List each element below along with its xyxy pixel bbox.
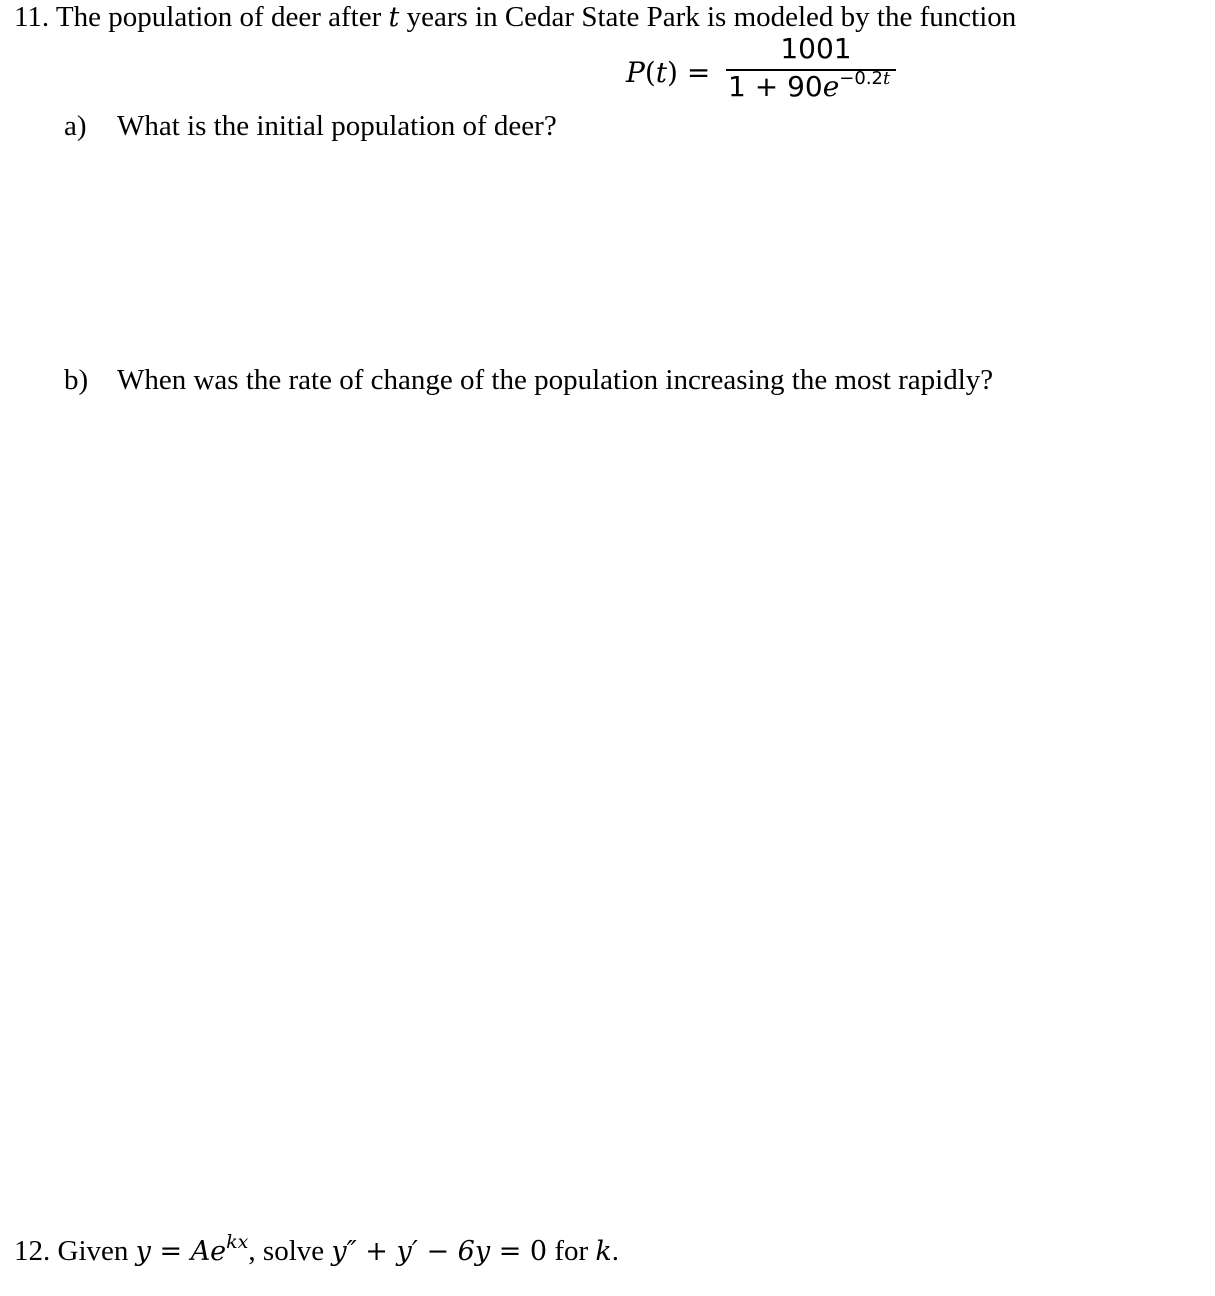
q12-equals-1: = (150, 1236, 191, 1267)
q12-equals-2: = (490, 1236, 530, 1267)
question-12-number: 12. (14, 1235, 51, 1267)
question-12-given: Given (50, 1235, 136, 1267)
question-11-text-before: The population of deer after (55, 1, 389, 33)
formula-lhs-variable: t (655, 56, 668, 89)
exponent-variable: t (883, 68, 891, 89)
variable-t: t (388, 2, 400, 33)
population-formula (626, 32, 906, 112)
part-b-label: b) (64, 364, 89, 396)
q12-period: . (611, 1235, 620, 1267)
q12-exponent-kx: kx (226, 1231, 249, 1253)
question-11-number: 11. (14, 1, 50, 33)
formula-denominator (726, 68, 896, 107)
q12-for-text: for (547, 1235, 596, 1267)
formula-numerator: 1001 (780, 32, 852, 65)
formula-close-paren: ) (667, 56, 678, 89)
q12-solve-text: , solve (248, 1235, 332, 1267)
denominator-base: 1 + 90 (728, 70, 823, 103)
denominator-e: e (822, 70, 840, 103)
part-a-question: What is the initial population of deer? (117, 110, 557, 142)
formula-lhs (626, 56, 710, 89)
formula-function-name: P (626, 56, 645, 89)
exponent-coefficient: −0.2 (839, 68, 884, 89)
part-b-question: When was the rate of change of the population increasing the most rapidly? (117, 364, 994, 396)
formula-fraction (726, 32, 896, 107)
formula-equals: = (677, 56, 711, 89)
formula-open-paren: ( (644, 56, 656, 89)
q12-zero: 0 (529, 1236, 548, 1267)
q12-variable-y: y (135, 1236, 151, 1267)
question-12 (14, 1231, 620, 1271)
q12-differential-expression: y″ + y′ − 6y (331, 1236, 491, 1267)
question-11-stem (14, 0, 1016, 35)
question-11-text-after: years in Cedar State Park is modeled by the function (399, 1, 1017, 33)
part-a-label: a) (64, 110, 87, 142)
q12-variable-k: k (595, 1236, 612, 1267)
denominator-exponent (839, 68, 890, 89)
q12-ae: Ae (190, 1236, 227, 1267)
